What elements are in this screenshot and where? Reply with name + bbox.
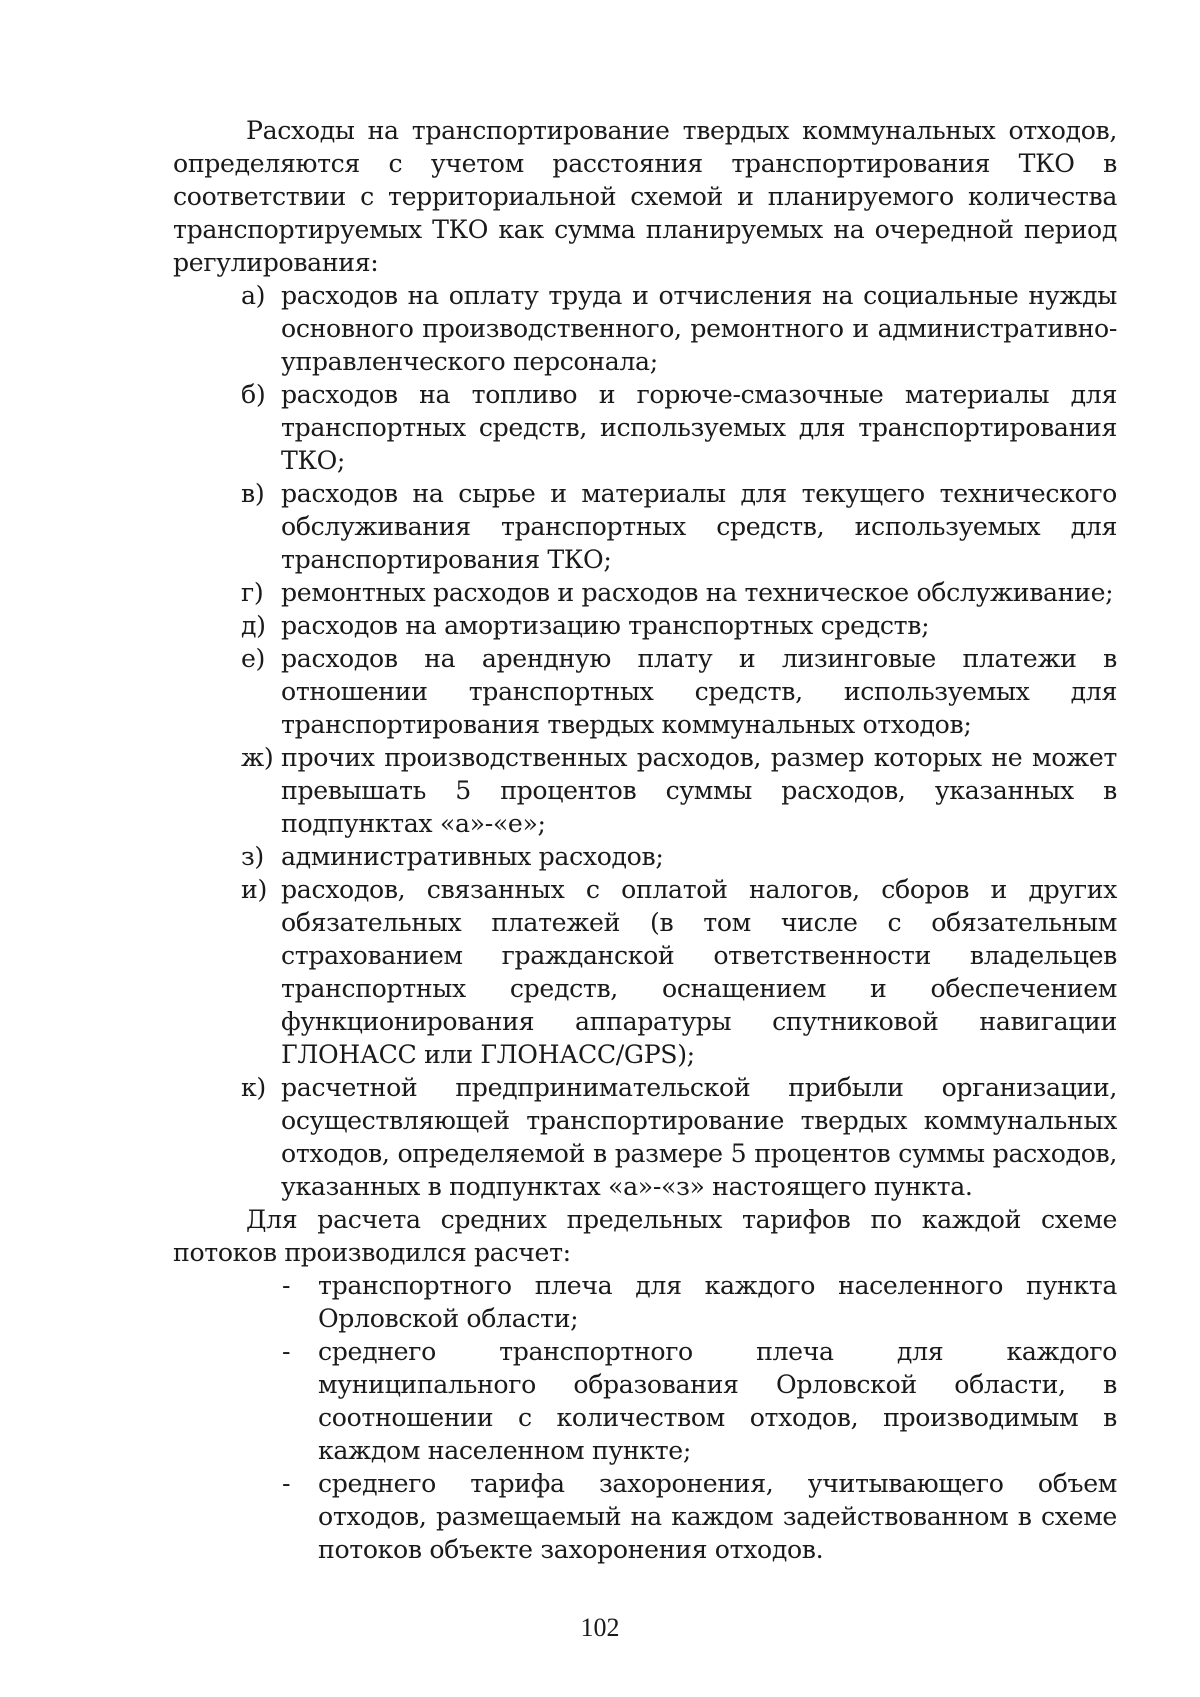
- list-item-text: административных расходов;: [281, 842, 664, 871]
- bullet-item: [282, 1467, 1117, 1566]
- list-marker: а): [241, 281, 266, 310]
- bullet-item-text: транспортного плеча для каждого населенного пункта Орловской области;: [318, 1271, 1117, 1333]
- list-item: [241, 609, 1117, 642]
- list-marker: е): [241, 644, 266, 673]
- bullet-item-text: среднего тарифа захоронения, учитывающего объем отходов, размещаемый на каждом задействованном в схеме потоков объекте захоронения отходов.: [318, 1469, 1117, 1564]
- list-marker: к): [241, 1073, 266, 1102]
- calculation-list: [173, 1269, 1117, 1566]
- list-marker: и): [241, 875, 267, 904]
- intro-paragraph: Расходы на транспортирование твердых коммунальных отходов, определяются с учетом расстояния транспортирования ТКО в соответствии с территориальной схемой и планируемого количества транспортируемых ТКО как сумма планируемых на очередной период регулирования:: [173, 116, 1117, 277]
- list-marker: г): [241, 578, 264, 607]
- bullet-item-text: среднего транспортного плеча для каждого муниципального образования Орловской области, в соотношении с количеством отходов, производимым в каждом населенном пункте;: [318, 1337, 1117, 1465]
- dash-marker: -: [282, 1469, 291, 1498]
- second-paragraph: Для расчета средних предельных тарифов по каждой схеме потоков производился расчет:: [173, 1205, 1117, 1267]
- list-marker: ж): [241, 743, 274, 772]
- list-item: [241, 378, 1117, 477]
- list-marker: в): [241, 479, 265, 508]
- page-number: 102: [580, 1613, 620, 1642]
- list-item-text: прочих производственных расходов, размер которых не может превышать 5 процентов суммы расходов, указанных в подпунктах «а»-«е»;: [281, 743, 1117, 838]
- list-item-text: ремонтных расходов и расходов на техническое обслуживание;: [281, 578, 1114, 607]
- list-item: [241, 279, 1117, 378]
- dash-marker: -: [282, 1271, 291, 1300]
- list-marker: з): [241, 842, 264, 871]
- list-item-text: расходов на топливо и горюче-смазочные материалы для транспортных средств, используемых для транспортирования ТКО;: [281, 380, 1117, 475]
- list-item-text: расходов на арендную плату и лизинговые платежи в отношении транспортных средств, используемых для транспортирования твердых коммунальных отходов;: [281, 644, 1117, 739]
- list-item: [241, 642, 1117, 741]
- list-item: [241, 1071, 1117, 1203]
- list-marker: д): [241, 611, 266, 640]
- list-marker: б): [241, 380, 266, 409]
- list-item-text: расходов, связанных с оплатой налогов, сборов и других обязательных платежей (в том числе с обязательным страхованием гражданской ответственности владельцев транспортных средств, оснащением и обеспечением функционирования аппаратуры спутниковой навигации ГЛОНАСС или ГЛОНАСС/GPS);: [281, 875, 1117, 1069]
- list-item-text: расходов на сырье и материалы для текущего технического обслуживания транспортных средств, используемых для транспортирования ТКО;: [281, 479, 1117, 574]
- list-item-text: расчетной предпринимательской прибыли организации, осуществляющей транспортирование твердых коммунальных отходов, определяемой в размере 5 процентов суммы расходов, указанных в подпунктах «а»-«з» настоящего пункта.: [281, 1073, 1117, 1201]
- dash-marker: -: [282, 1337, 291, 1366]
- list-item: [241, 873, 1117, 1071]
- expense-list: [173, 279, 1117, 1203]
- document-body: [173, 114, 1117, 1566]
- list-item: [241, 477, 1117, 576]
- list-item: [241, 576, 1117, 609]
- bullet-item: [282, 1269, 1117, 1335]
- list-item: [241, 741, 1117, 840]
- list-item-text: расходов на амортизацию транспортных средств;: [281, 611, 930, 640]
- list-item: [241, 840, 1117, 873]
- bullet-item: [282, 1335, 1117, 1467]
- list-item-text: расходов на оплату труда и отчисления на социальные нужды основного производственного, ремонтного и административно-управленческого персонала;: [281, 281, 1117, 376]
